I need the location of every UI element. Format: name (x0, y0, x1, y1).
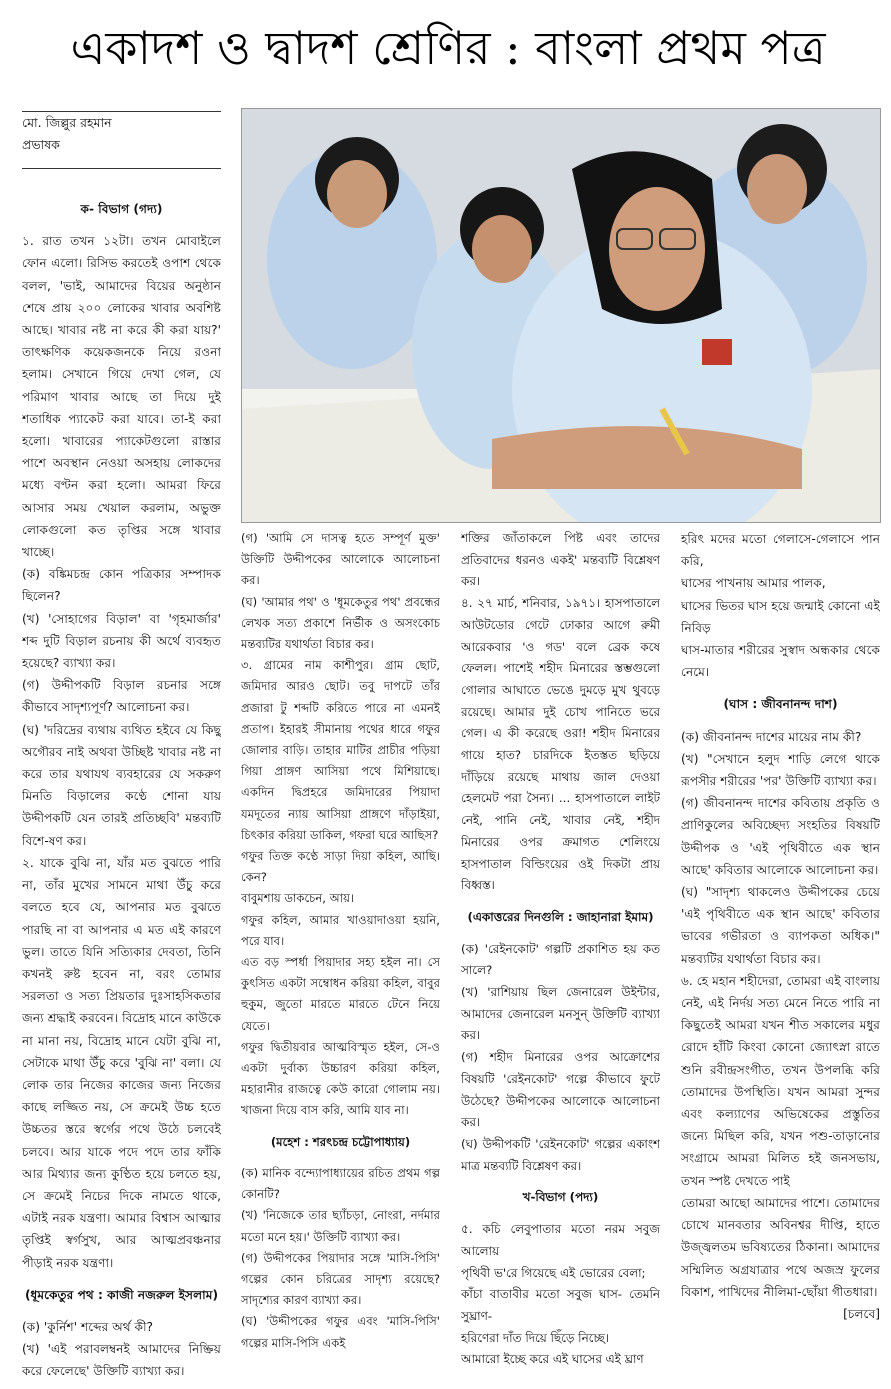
paragraph: (গ) উদ্দীপকের পিয়াদার সঙ্গে 'মাসি-পিসি' গল্পের কোন চরিত্রের সাদৃশ্য রয়েছে? সাদৃশ্যের কারণ ব্যাখ্যা কর। (241, 1250, 440, 1308)
paragraph: (ক) বঙ্কিমচন্দ্র কোন পত্রিকার সম্পাদক ছিলেন? (22, 567, 221, 604)
paragraph: (গ) উদ্দীপকটি বিড়াল রচনার সঙ্গে কীভাবে সাদৃশ্যপূর্ণ? আলোচনা কর। (22, 678, 221, 715)
paragraph: (খ) "সেখানে হলুদ শাড়ি লেগে থাকে রূপসীর শরীরের 'পর' উক্তিটি ব্যাখ্যা কর। (681, 751, 880, 789)
paragraph: পৃথিবী ভ'রে গিয়েছে এই ভোরের বেলা; (461, 1265, 646, 1280)
section-heading: (মহেশ : শরৎচন্দ্র চট্টোপাধ্যায়) (270, 1134, 411, 1149)
paragraph: (ক) মানিক বন্দ্যোপাধ্যায়ের রচিত প্রথম গল্প কোনটি? (241, 1165, 440, 1202)
paragraph: (খ) 'এই পরাবলম্বনই আমাদের নিষ্ক্রিয় করে ফেলেছে' উক্তিটি ব্যাখ্যা কর। (22, 1342, 221, 1379)
paragraph: (গ) শহীদ মিনারের ওপর আক্রোশের বিষয়টি 'রেইনকোট' গল্পে কীভাবে ফুটে উঠেছে? উদ্দীপকের আলোকে আলোচনা কর। (461, 1050, 660, 1130)
paragraph: ৪. ২৭ মার্চ, শনিবার, ১৯৭১। হাসপাতালে আউটডোর গেটে ঢোকার আগে রুমী আরেকবার 'ও গড' বলে ব্রেক কষে ফেলল। পাশেই শহীদ মিনারের স্তম্ভগুলো গোলার আঘাতে ভেঙে দুমড়ে মুখ থুবড়ে রয়েছে। আমার দুই চোখ পানিতে ভরে গেল। এ কী করেছে ওরা! শহীদ মিনারের গায়ে হাত? চারদিকে ইতস্তত ছড়িয়ে দাঁড়িয়ে রয়েছে মাথায় জাল দেওয়া হেলমেট পরা সৈন্য। ... হাসপাতালে লাইট নেই, পানি নেই, খাবার নেই, শহীদ মিনারের ওপর ক্রমাগত শেলিংয়ে হাসপাতাল বিল্ডিংয়ের ওই দিকটা প্রায় বিধ্বস্ত। (461, 596, 660, 893)
paragraph: কাঁচা বাতাবীর মতো সবুজ ঘাস- তেমনি সুঘ্রাণ- (461, 1287, 660, 1323)
paragraph: (খ) 'নিজেকে তার ছ্যাঁচড়া, নোংরা, নর্দমার মতো মনে হয়।' উক্তিটি ব্যাখ্যা কর। (241, 1208, 440, 1244)
author-designation: প্রভাষক (22, 137, 60, 152)
exam-hall-students-photo (241, 108, 881, 523)
section-heading: খ-বিভাগ (পদ্য) (522, 1190, 599, 1205)
paragraph: (ঘ) উদ্দীপকটি 'রেইনকোট' গল্পের একাংশ মাত্র মন্তব্যটি বিশ্লেষণ কর। (461, 1136, 660, 1173)
paragraph: (ঘ) 'দরিদ্রের ব্যথায় ব্যথিত হইবে যে কিছু অগৌরব নাই অথবা উচ্ছিষ্ট খাবার নষ্ট না করে তার যথাযথ ব্যবহারের যে সকরুণ মিনতি বিড়ালের কণ্ঠে শোনা যায় উদ্দীপকটি যেন তারই প্রতিচ্ছবি' মন্তব্যটি বিশে-ষণ কর। (22, 722, 221, 848)
paragraph: ঘাসের পাখনায় আমার পালক, (681, 576, 826, 591)
text-column-4 (681, 528, 880, 1386)
paragraph: ২. যাকে বুঝি না, যাঁর মত বুঝতে পারি না, তাঁর মুখের সামনে মাথা উঁচু করে বলতে হবে যে, আপনার মত বুঝতে পারছি না বা আপনার এ মত এই কারণে ভুল। তাতে যিনি সত্যিকার দেবতা, তিনি কখনই রুষ্ট হবেন না, বরং তোমার সরলতা ও সত্য প্রিয়তার দুঃসাহসিকতার জন্য শ্রদ্ধাই করবেন। বিদ্রোহ মানে কাউকে না মানা নয়, বিদ্রোহ মানে যেটা বুঝি না, সেটাকে মাথা উঁচু করে 'বুঝি না' বলা। যে লোক তার নিজের কাজের জন্য নিজের কাছে লজ্জিত নয়, সে ক্রমেই উচ্চ হতে উচ্চতর স্তরে স্বর্গের পথে উঠে চলবেই চলবে। আর যাকে পদে পদে তার ফাঁকি আর মিথ্যার জন্য কুণ্ঠিত হয়ে চলতে হয়, সে ক্রমেই নিচের দিকে নামতে থাকে, এটাই নরক যন্ত্রণা। আমার বিশ্বাস আত্মার তৃপ্তিই স্বর্গসুখ, আর আত্মপ্রবঞ্চনার পীড়াই নরক যন্ত্রণা। (22, 855, 221, 1270)
paragraph: তোমরা আছো আমাদের পাশে। তোমাদের চোখে মানবতার অবিনশ্বর দীপ্তি, হাতে উজ্জ্বলতম ভবিষ্যতের ঠিকানা। আমাদের সম্মিলিত অগ্রযাত্রার পথে অজস্র ফুলের বিকাশ, পাখিদের নীলিমা-ছোঁয়া গীতধারা। (681, 1195, 880, 1299)
paragraph: এত বড় স্পর্ধা পিয়াদার সহ্য হইল না। সে কুৎসিত একটা সম্বোধন করিয়া কহিল, বাবুর হুকুম, জুতো মারতে মারতে টেনে নিয়ে যেতে। (241, 955, 440, 1033)
text-column-3 (461, 528, 660, 1386)
byline (22, 112, 222, 156)
page-title: একাদশ ও দ্বাদশ শ্রেণির : বাংলা প্রথম পত্র (70, 21, 826, 75)
paragraph: (ঘ) 'উদ্দীপকের গফুর এবং 'মাসি-পিসি' গল্পের মাসি-পিসি একই (241, 1314, 440, 1350)
paragraph: বাবুমশায় ডাকচেন, আয়। (241, 891, 355, 906)
text-column-1 (22, 188, 221, 1386)
paragraph: ১. রাত তখন ১২টা। তখন মোবাইলে ফোন এলো। রিসিভ করতেই ওপাশ থেকে বলল, 'ভাই, আমাদের বিয়ের অনুষ্ঠান শেষে প্রায় ২০০ লোকের খাবার অবশিষ্ট আছে। খাবার নষ্ট না করে কী করা যায়?' তাৎক্ষণিক কয়েকজনকে নিয়ে রওনা হলাম। সেখানে গিয়ে দেখা গেল, যে পরিমাণ খাবার আছে তা দিয়ে দুই শতাধিক প্যাকেট করা যাবে। তা-ই করা হলো। খাবারের প্যাকেটগুলো রাস্তার পাশে অবস্থান নেওয়া অসহায় লোকদের মধ্যে বণ্টন করা হলো। আমরা ফিরে আসার সময় খেয়াল করলাম, অভুক্ত লোকগুলো কত তৃপ্তির সঙ্গে খাবার খাচ্ছে। (22, 234, 221, 560)
section-heading: (ধূমকেতুর পথ : কাজী নজরুল ইসলাম) (24, 1287, 219, 1302)
paragraph: ঘাসের ভিতর ঘাস হয়ে জন্মাই কোনো এই নিবিড় (681, 598, 880, 635)
author-name: মো. জিল্লুর রহমান (22, 115, 112, 130)
section-heading: ক- বিভাগ (গদ্য) (80, 202, 163, 216)
section-heading: (একাত্তরের দিনগুলি : জাহানারা ইমাম) (467, 909, 654, 924)
byline-bottom-rule (22, 168, 221, 169)
paragraph: (খ) 'রাশিয়ায় ছিল জেনারেল উইন্টার, আমাদের জেনারেল মনসুন্ উক্তিটি ব্যাখ্যা কর। (461, 985, 660, 1043)
continued-note: [চলবে] (843, 1306, 880, 1321)
paragraph: আমারো ইচ্ছে করে এই ঘাসের এই ঘ্রাণ (461, 1352, 644, 1367)
paragraph: (গ) 'আমি সে দাসত্ব হতে সম্পূর্ণ মুক্ত' উক্তিটি উদ্দীপকের আলোকে আলোচনা কর। (241, 531, 440, 588)
paragraph: গফুর তিক্ত কণ্ঠে সাড়া দিয়া কহিল, আছি। কেন? (241, 849, 440, 885)
paragraph: (ক) 'কুর্নিশ' শব্দের অর্থ কী? (22, 1319, 154, 1334)
paragraph: ৫. কচি লেবুপাতার মতো নরম সবুজ আলোয় (461, 1222, 660, 1258)
paragraph: (ঘ) "সাদৃশ্য থাকলেও উদ্দীপকের চেয়ে 'এই পৃথিবীতে এক স্থান আছে' কবিতার ভাবের গভীরতা ও ব্যাপকতা অধিক।" মন্তব্যটির যথার্থতা বিচার কর। (681, 885, 880, 966)
section-heading: (ঘাস : জীবনানন্দ দাশ) (723, 697, 838, 712)
photo-illustration (242, 109, 881, 523)
paragraph: (খ) 'সোহাগের বিড়াল' বা 'গৃহমার্জার' শব্দ দুটি বিড়াল রচনায় কী অর্থে ব্যবহৃত হয়েছে? ব্যাখ্যা কর। (22, 611, 221, 671)
paragraph: (ক) 'রেইনকোট' গল্পটি প্রকাশিত হয় কত সালে? (461, 941, 660, 978)
text-column-2 (241, 528, 440, 1386)
paragraph: ৩. গ্রামের নাম কাশীপুর। গ্রাম ছোট, জমিদার আরও ছোট। তবু দাপটে তাঁর প্রজারা টু শব্দটি করিতে পারে না এমনই প্রতাপ। ইহারই সীমানায় পথের ধারে গফুর জোলার বাড়ি। তাহার মাটির প্রাচীর পড়িয়া গিয়া প্রাঙ্গণ আসিয়া পথে মিশিয়াছে। একদিন দ্বিপ্রহরে জমিদারের পিয়াদা যমদূতের ন্যায় আসিয়া প্রাঙ্গণে দাঁড়াইয়া, চিৎকার করিয়া ডাকিল, গফরা ঘরে আছিস? (241, 658, 440, 842)
paragraph: হরিৎ মদের মতো গেলাসে-গেলাসে পান করি, (681, 532, 880, 569)
paragraph: শক্তির জাঁতাকলে পিষ্ট এবং তাদের প্রতিবাদের ধরনও একই' মন্তব্যটি বিশ্লেষণ কর। (461, 531, 660, 589)
paragraph: গফুর কহিল, আমার খাওয়াদাওয়া হয়নি, পরে যাব। (241, 912, 440, 948)
paragraph: হরিণেরা দাঁত দিয়ে ছিঁড়ে নিচ্ছে। (461, 1330, 609, 1345)
paragraph: ঘাস-মাতার শরীরের সুস্বাদ অন্ধকার থেকে নেমে। (681, 643, 880, 680)
paragraph: ৬. হে মহান শহীদেরা, তোমরা এই বাংলায় নেই, এই নির্দয় সত্য মেনে নিতে পারি না কিছুতেই আমরা যখন শীত সকালের মধুর রোদে হাঁটি কিংবা কোনো জ্যোৎস্না রাতে শুনি রবীন্দ্রসংগীত, তখন উপলব্ধি করি তোমাদের উপস্থিতি। যখন আমরা সুন্দর এবং কল্যাণের অভিষেকের প্রস্তুতির জন্যে মিছিল করি, যখন পশু-তাড়ানোর সংগ্রামে আমরা মিলিত হই জনসভায়, তখন স্পষ্ট দেখতে পাই (681, 973, 880, 1188)
paragraph: (গ) জীবনানন্দ দাশের কবিতায় প্রকৃতি ও প্রাণিকুলের অবিচ্ছেদ্য সংহতির বিষয়টি উদ্দীপক ও 'এই পৃথিবীতে এক স্থান আছে' কবিতার আলোকে আলোচনা কর। (681, 796, 880, 877)
paragraph: (ঘ) 'আমার পথ' ও 'ধূমকেতুর পথ' প্রবন্ধের লেখক সত্য প্রকাশে নির্ভীক ও অসংকোচ মন্তব্যটির যথার্থতা বিচার কর। (241, 594, 440, 652)
paragraph: (ক) জীবনানন্দ দাশের মায়ের নাম কী? (681, 729, 862, 744)
paragraph: গফুর দ্বিতীয়বার আত্মবিস্মৃত হইল, সে-ও একটা দুর্বাক্য উচ্চারণ করিয়া কহিল, মহারানীর রাজত্বে কেউ কারো গোলাম নয়। খাজনা দিয়ে বাস করি, আমি যাব না। (241, 1039, 440, 1118)
